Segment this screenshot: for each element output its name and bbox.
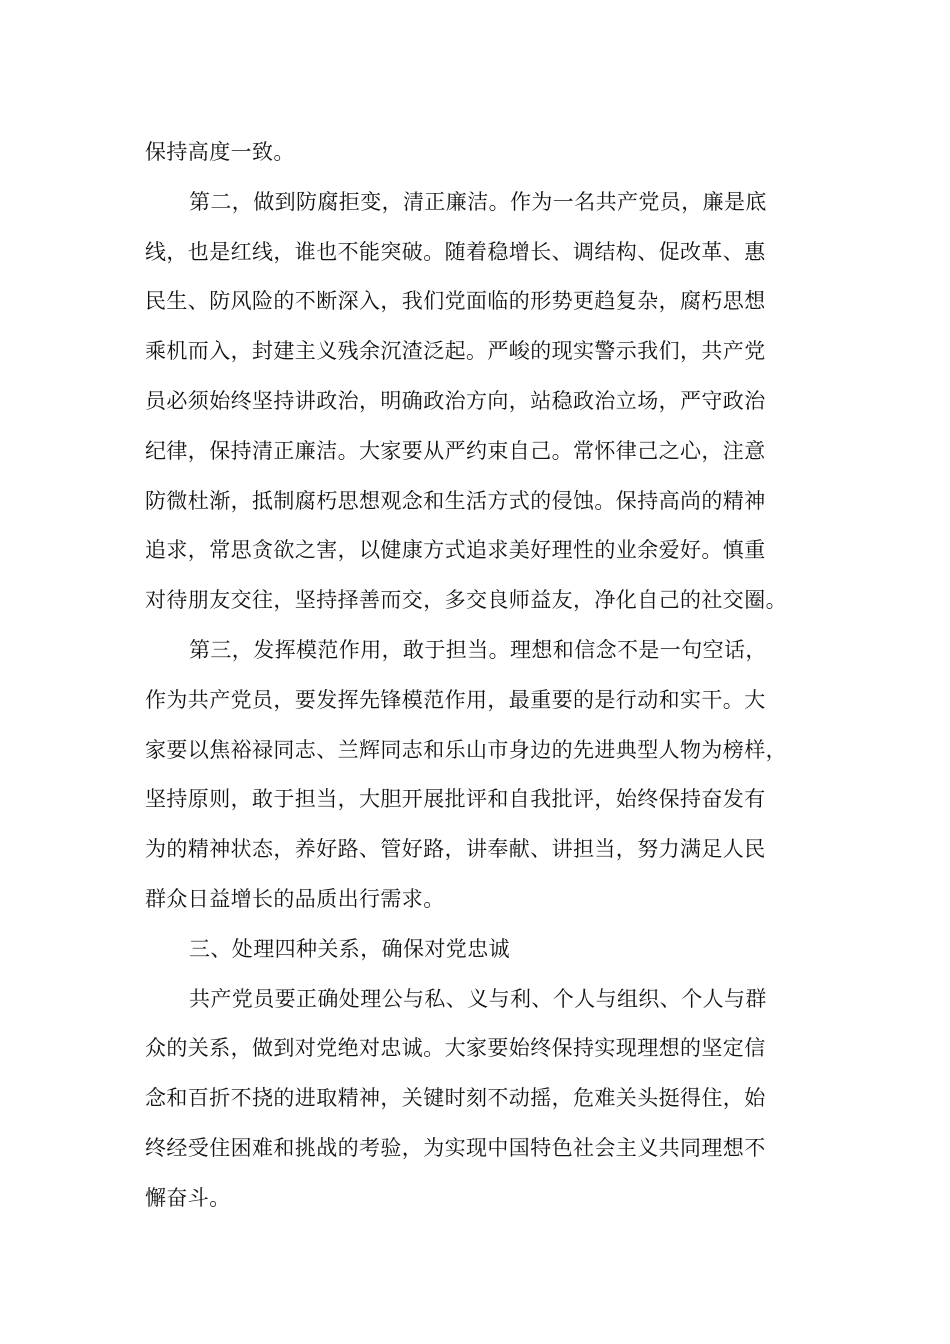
text-line: 念和百折不挠的进取精神，关键时刻不动摇，危难关头挺得住，始 (145, 1086, 766, 1111)
text-line: 对待朋友交往，坚持择善而交，多交良师益友，净化自己的社交圈。 (145, 588, 787, 613)
section-heading: 三、处理四种关系，确保对党忠诚 (189, 936, 510, 961)
paragraph-start-line: 第三，发挥模范作用，敢于担当。理想和信念不是一句空话， (189, 637, 767, 662)
text-line: 保持高度一致。 (145, 140, 295, 164)
text-line: 坚持原则，敢于担当，大胆开展批评和自我批评，始终保持奋发有 (145, 787, 766, 812)
text-line: 作为共产党员，要发挥先锋模范作用，最重要的是行动和实干。大 (145, 687, 766, 712)
text-line: 线，也是红线，谁也不能突破。随着稳增长、调结构、促改革、惠 (145, 239, 766, 264)
text-line: 防微杜渐，抵制腐朽思想观念和生活方式的侵蚀。保持高尚的精神 (145, 488, 766, 513)
text-line: 懈奋斗。 (145, 1185, 231, 1210)
text-line: 终经受住困难和挑战的考验，为实现中国特色社会主义共同理想不 (145, 1135, 766, 1160)
document-body (145, 128, 813, 1224)
text-line: 民生、防风险的不断深入，我们党面临的形势更趋复杂，腐朽思想 (145, 289, 766, 314)
paragraph-start-line: 第二，做到防腐拒变，清正廉洁。作为一名共产党员，廉是底 (189, 189, 767, 214)
text-line: 追求，常思贪欲之害，以健康方式追求美好理性的业余爱好。慎重 (145, 538, 766, 563)
paragraph-start-line: 共产党员要正确处理公与私、义与利、个人与组织、个人与群 (189, 986, 767, 1011)
text-line: 乘机而入，封建主义残余沉渣泛起。严峻的现实警示我们，共产党 (145, 339, 766, 364)
text-line: 群众日益增长的品质出行需求。 (145, 886, 445, 911)
text-line: 家要以焦裕禄同志、兰辉同志和乐山市身边的先进典型人物为榜样， (145, 737, 787, 762)
text-line: 员必须始终坚持讲政治，明确政治方向，站稳政治立场，严守政治 (145, 388, 766, 413)
text-line: 为的精神状态，养好路、管好路，讲奉献、讲担当，努力满足人民 (145, 837, 766, 862)
text-line: 纪律，保持清正廉洁。大家要从严约束自己。常怀律己之心，注意 (145, 438, 766, 463)
text-line: 众的关系，做到对党绝对忠诚。大家要始终保持实现理想的坚定信 (145, 1036, 766, 1061)
